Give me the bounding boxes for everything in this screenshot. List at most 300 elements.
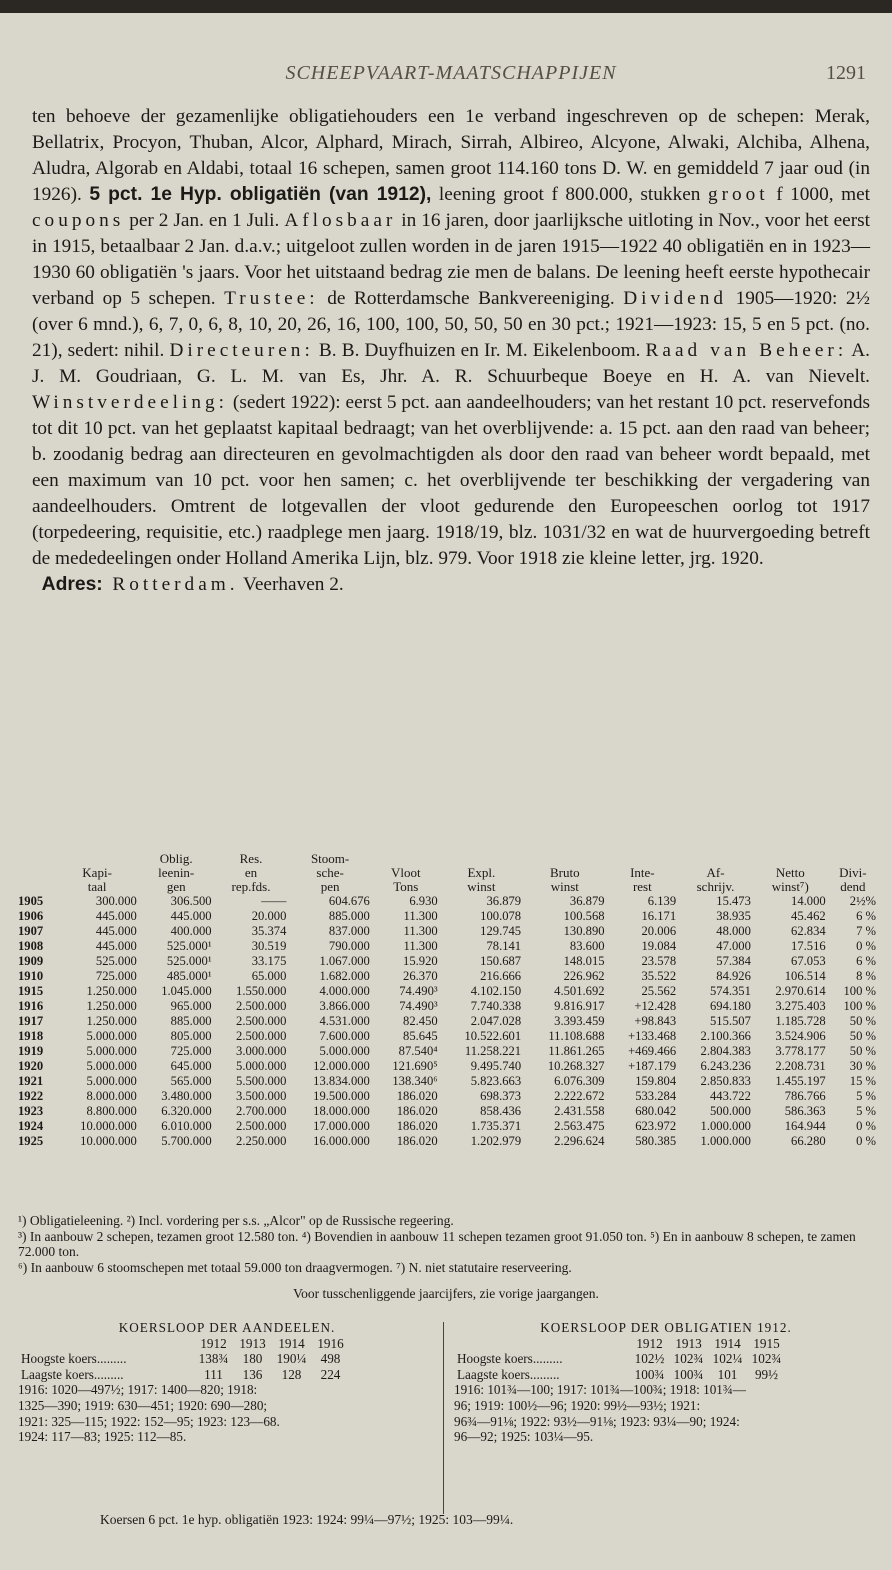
table-cell: 786.766	[784, 1089, 826, 1103]
table-cell: 2.431.558	[554, 1104, 605, 1118]
table-row	[18, 1059, 878, 1074]
table-cell: 106.514	[784, 969, 826, 983]
financial-table	[18, 852, 878, 1149]
table-cell: 1.682.000	[319, 969, 370, 983]
table-cell: 186.020	[396, 1119, 438, 1133]
price-value: 102¼	[712, 1351, 743, 1367]
column-header: Stoom- sche- pen	[310, 851, 350, 894]
table-cell: 5.000.000	[236, 1059, 287, 1073]
table-cell: 0 %	[856, 1134, 876, 1148]
row-year: 1915	[18, 984, 44, 998]
text-run: A. J. M. Goudriaan, G. L. M. van Es, Jhr. A. R. Schuurbeque Boeye en H. A. van Nievelt.	[32, 340, 870, 387]
table-cell: 226.962	[563, 969, 605, 983]
table-row	[18, 939, 878, 954]
footnote: ⁶) In aanbouw 6 stoomschepen met totaal 59.000 ton draagvermogen. ⁷) N. niet statutaire reserveering.	[18, 1259, 572, 1275]
table-cell: 525.000	[95, 954, 137, 968]
table-cell: 62.834	[791, 924, 826, 938]
table-cell: 445.000	[170, 909, 212, 923]
table-cell: 3.000.000	[236, 1044, 287, 1058]
text-run: de Rotterdamsche Bankvereeniging.	[318, 288, 624, 309]
price-history-line: 1916: 1020—497½; 1917: 1400—820; 1918:	[18, 1382, 258, 1398]
row-year: 1910	[18, 969, 44, 983]
table-cell: 45.462	[791, 909, 826, 923]
column-header: Divi- dend	[839, 865, 867, 894]
address-label: Adres:	[41, 574, 103, 595]
table-cell: 19.084	[641, 939, 677, 953]
table-cell: 85.645	[403, 1029, 438, 1043]
row-year: 1906	[18, 909, 44, 923]
table-cell: 443.722	[709, 1089, 751, 1103]
table-cell: 837.000	[328, 924, 370, 938]
price-value: 498	[320, 1351, 341, 1367]
table-cell: 8.800.000	[86, 1104, 137, 1118]
price-value: 180	[242, 1351, 263, 1367]
table-cell: 78.141	[486, 939, 522, 953]
row-year: 1909	[18, 954, 44, 968]
table-cell: 30 %	[849, 1059, 876, 1073]
price-value: 190¼	[276, 1351, 307, 1367]
spaced-term: Aflosbaar	[284, 210, 397, 231]
table-cell: 50 %	[849, 1044, 876, 1058]
table-cell: +98.843	[634, 1014, 677, 1028]
price-value: 111	[204, 1366, 223, 1382]
row-year: 1921	[18, 1074, 44, 1088]
table-cell: 10.000.000	[80, 1134, 137, 1148]
column-header: Kapi- taal	[82, 865, 112, 894]
table-cell: 698.373	[480, 1089, 522, 1103]
row-year: 1918	[18, 1029, 44, 1043]
price-value: 138¾	[198, 1351, 229, 1367]
page-number: 1291	[826, 62, 866, 84]
table-cell: 216.666	[480, 969, 522, 983]
table-cell: 586.363	[784, 1104, 826, 1118]
table-cell: 6 %	[856, 909, 876, 923]
row-year: 1917	[18, 1014, 44, 1028]
table-cell: 565.000	[170, 1074, 212, 1088]
table-cell: 965.000	[170, 999, 212, 1013]
table-cell: 3.866.000	[319, 999, 370, 1013]
table-cell: 400.000	[170, 924, 212, 938]
table-row	[18, 1029, 878, 1044]
row-year: 1907	[18, 924, 44, 938]
table-cell: 1.250.000	[86, 984, 137, 998]
table-cell: 5.000.000	[319, 1044, 370, 1058]
table-cell: 1.067.000	[319, 954, 370, 968]
row-year: 1920	[18, 1059, 44, 1073]
year-header: 1914	[278, 1335, 305, 1351]
table-row	[18, 1119, 878, 1134]
table-cell: 16.000.000	[313, 1134, 370, 1148]
table-cell: 2.970.614	[775, 984, 826, 998]
table-cell: 16.171	[641, 909, 677, 923]
table-cell: 2½%	[849, 894, 876, 908]
table-cell: 445.000	[95, 924, 137, 938]
table-row	[18, 954, 878, 969]
table-cell: 35.522	[641, 969, 677, 983]
table-cell: 5.000.000	[86, 1074, 137, 1088]
row-year: 1922	[18, 1089, 44, 1103]
table-cell: 2.500.000	[236, 1014, 287, 1028]
spaced-term: Trustee:	[224, 288, 319, 309]
price-label: Laagste koers.........	[457, 1366, 560, 1382]
table-row	[18, 909, 878, 924]
table-cell: 5.000.000	[86, 1044, 137, 1058]
row-year: 1916	[18, 999, 44, 1013]
year-header: 1913	[675, 1335, 702, 1351]
scan-edge	[0, 0, 892, 13]
table-cell: 2.500.000	[236, 1119, 287, 1133]
year-header: 1912	[636, 1335, 663, 1351]
running-head-title: SCHEEPVAART-MAATSCHAPPIJEN	[285, 62, 617, 84]
table-row	[18, 999, 878, 1014]
table-cell: 680.042	[635, 1104, 677, 1118]
table-cell: 1.250.000	[86, 999, 137, 1013]
table-cell: 445.000	[95, 939, 137, 953]
year-header: 1914	[714, 1335, 741, 1351]
address-city: Rotterdam.	[112, 574, 239, 595]
table-cell: 3.480.000	[161, 1089, 212, 1103]
table-cell: 100.568	[563, 909, 605, 923]
table-cell: 3.275.403	[775, 999, 826, 1013]
bond-price-history	[454, 1320, 878, 1445]
table-cell: 1.202.979	[470, 1134, 522, 1148]
bond-price-title: KOERSLOOP DER OBLIGATIEN 1912.	[540, 1320, 792, 1335]
table-row	[18, 969, 878, 984]
table-cell: 138.340⁶	[392, 1074, 438, 1088]
running-head	[32, 62, 870, 88]
table-cell: 533.284	[635, 1089, 677, 1103]
table-cell: 580.385	[635, 1134, 677, 1148]
column-header: Expl. winst	[467, 865, 496, 894]
table-cell: 1.250.000	[86, 1014, 137, 1028]
table-cell: 65.000	[251, 969, 287, 983]
table-cell: 36.879	[569, 894, 605, 908]
year-header: 1913	[239, 1335, 266, 1351]
mortgage-bond-prices: Koersen 6 pct. 1e hyp. obligatiën 1923: 1924: 99¼—97½; 1925: 103—99¼.	[100, 1512, 514, 1527]
year-header: 1916	[317, 1335, 344, 1351]
table-cell: 805.000	[170, 1029, 212, 1043]
table-cell: 5 %	[856, 1104, 876, 1118]
table-cell: 5.000.000	[86, 1029, 137, 1043]
table-cell: 2.208.731	[775, 1059, 826, 1073]
text-run: per 2 Jan. en 1 Juli.	[124, 210, 285, 231]
table-row	[18, 1014, 878, 1029]
price-history-line: 1924: 117—83; 1925: 112—85.	[18, 1429, 187, 1445]
column-header: Res. en rep.fds.	[231, 851, 271, 894]
price-row	[18, 1351, 350, 1367]
table-cell: 445.000	[95, 909, 137, 923]
year-row	[454, 1336, 786, 1352]
column-header: Inte- rest	[630, 865, 655, 894]
table-cell: 2.563.475	[554, 1119, 605, 1133]
table-cell: 6.076.309	[554, 1074, 605, 1088]
table-row	[18, 1089, 878, 1104]
table-cell: 725.000	[170, 1044, 212, 1058]
table-cell: 574.351	[709, 984, 751, 998]
price-value: 128	[281, 1366, 302, 1382]
row-year: 1925	[18, 1134, 44, 1148]
table-cell: 300.000	[95, 894, 137, 908]
table-cell: 8.000.000	[86, 1089, 137, 1103]
table-cell: 11.300	[403, 924, 438, 938]
table-cell: 100.078	[480, 909, 522, 923]
table-cell: 130.890	[563, 924, 605, 938]
table-cell: +469.466	[628, 1044, 677, 1058]
table-cell: 14.000	[791, 894, 826, 908]
table-cell: 7.600.000	[319, 1029, 370, 1043]
price-row	[454, 1351, 786, 1367]
row-year: 1908	[18, 939, 44, 953]
table-cell: 66.280	[791, 1134, 826, 1148]
table-cell: 20.000	[251, 909, 287, 923]
table-cell: 485.000¹	[166, 969, 212, 983]
table-cell: 6.930	[409, 894, 438, 908]
table-cell: 1.000.000	[700, 1119, 751, 1133]
table-cell: 6.010.000	[161, 1119, 212, 1133]
table-cell: 3.500.000	[236, 1089, 287, 1103]
spaced-term: Winstverdeeling:	[32, 392, 229, 413]
table-cell: 4.501.692	[554, 984, 605, 998]
table-cell: 3.778.177	[775, 1044, 826, 1058]
table-cell: 8 %	[856, 969, 876, 983]
table-cell: 47.000	[716, 939, 751, 953]
table-cell: 148.015	[563, 954, 605, 968]
table-cell: 35.374	[251, 924, 287, 938]
table-cell: 6 %	[856, 954, 876, 968]
table-cell: 694.180	[709, 999, 751, 1013]
column-header: Vloot Tons	[390, 865, 421, 894]
table-row	[18, 984, 878, 999]
text-run: leening groot f 800.000, stukken	[431, 184, 708, 205]
price-value: 102½	[634, 1351, 665, 1367]
row-year: 1923	[18, 1104, 44, 1118]
table-cell: 885.000	[170, 1014, 212, 1028]
table-cell: +133.468	[628, 1029, 677, 1043]
year-row	[18, 1336, 350, 1352]
table-cell: 12.000.000	[313, 1059, 370, 1073]
company-paragraph	[32, 104, 870, 572]
table-row	[18, 1104, 878, 1119]
table-cell: 4.000.000	[319, 984, 370, 998]
price-value: 224	[320, 1366, 341, 1382]
year-header: 1912	[200, 1335, 227, 1351]
spaced-term: groot	[707, 184, 769, 205]
table-cell: 164.944	[784, 1119, 826, 1133]
text-run: (sedert 1922): eerst 5 pct. aan aandeelhouders; van het restant 10 pct. reservefonds tot dit 10 pct. van het geplaatst kapitaal bedraagt; van het overblijvende: a. 15 pct. aan den raad van beheer; b. zoodanig bedrag aan directeuren en gevolmachtigden als door den raad van beheer wordt bepaald, met een maximum van 10 pct. voor hen samen; c. het overblijvende ter beschikking der vergadering van aandeelhouders. Omtrent de lotgevallen der vloot gedurende den Europeeschen oorlog tot 1917 (torpedeering, requisitie, etc.) raadplege men jaarg. 1918/19, blz. 1031/32 en wat de huurvergoeding betreft de mededeelingen onder Holland Amerika Lijn, blz. 979. Voor 1918 zie kleine letter, jrg. 1920.	[32, 392, 870, 569]
table-cell: 2.100.366	[700, 1029, 751, 1043]
price-history-line: 1921: 325—115; 1922: 152—95; 1923: 123—68.	[18, 1413, 280, 1429]
table-cell: 33.175	[251, 954, 287, 968]
table-cell: 150.687	[480, 954, 522, 968]
table-cell: 186.020	[396, 1089, 438, 1103]
table-cell: 186.020	[396, 1104, 438, 1118]
table-cell: 1.550.000	[236, 984, 287, 998]
table-cell: 5 %	[856, 1089, 876, 1103]
column-header: Bruto winst	[550, 865, 580, 894]
text-run: ten behoeve der gezamenlijke obligatiehouders een 1e verband ingeschreven op de schepen: Merak, Bellatrix, Procyon, Thuban, Alcor, Alphard, Mirach, Sirrah, Albireo, Alcyone, Alwaki, Alchiba, Alhena, Aludra, Algorab en Aldabi, totaal 16 schepen, samen groot 114.160 tons D. W. en gemiddeld 7 jaar oud (in 1926).	[32, 106, 870, 205]
table-cell: 17.000.000	[313, 1119, 370, 1133]
price-value: 100¾	[634, 1366, 665, 1382]
table-cell: 2.850.833	[700, 1074, 751, 1088]
bond-heading: 5 pct. 1e Hyp. obligatiën (van 1912),	[89, 184, 432, 205]
table-cell: 4.531.000	[319, 1014, 370, 1028]
table-cell: 645.000	[170, 1059, 212, 1073]
table-cell: 20.006	[641, 924, 677, 938]
table-cell: +12.428	[634, 999, 677, 1013]
table-cell: 2.296.624	[554, 1134, 605, 1148]
table-cell: 2.804.383	[700, 1044, 751, 1058]
table-cell: 26.370	[403, 969, 438, 983]
row-year: 1905	[18, 894, 44, 908]
table-cell: 7.740.338	[470, 999, 522, 1013]
table-cell: 515.507	[709, 1014, 751, 1028]
price-value: 102¾	[673, 1351, 704, 1367]
spaced-term: Directeuren:	[169, 340, 314, 361]
table-cell: 11.108.688	[548, 1029, 605, 1043]
main-text	[32, 104, 870, 598]
table-cell: 2.250.000	[236, 1134, 287, 1148]
table-cell: 5.000.000	[86, 1059, 137, 1073]
table-cell: 48.000	[716, 924, 751, 938]
table-cell: 623.972	[635, 1119, 677, 1133]
price-history-line: 96¾—91⅛; 1922: 93½—91⅛; 1923: 93¼—90; 1924:	[454, 1413, 740, 1429]
table-cell: 23.578	[641, 954, 677, 968]
year-header: 1915	[753, 1335, 780, 1351]
table-cell: 74.490³	[399, 999, 438, 1013]
table-cell: ——	[261, 894, 287, 908]
table-cell: 604.676	[328, 894, 370, 908]
table-cell: 2.047.028	[470, 1014, 522, 1028]
table-cell: 9.495.740	[470, 1059, 522, 1073]
table-cell: 525.000¹	[166, 939, 212, 953]
table-cell: 2.500.000	[236, 1029, 287, 1043]
price-row	[18, 1367, 350, 1383]
table-cell: 6.243.236	[700, 1059, 751, 1073]
price-value: 101	[717, 1366, 738, 1382]
table-cell: 1.045.000	[161, 984, 212, 998]
price-label: Hoogste koers.........	[21, 1351, 127, 1367]
price-history-line: 96; 1919: 100½—96; 1920: 99½—93½; 1921:	[454, 1397, 701, 1413]
table-cell: 38.935	[716, 909, 751, 923]
table-cell: 725.000	[95, 969, 137, 983]
price-history-line: 96—92; 1925: 103¼—95.	[454, 1429, 594, 1445]
table-cell: 15.473	[716, 894, 751, 908]
table-cell: 25.562	[641, 984, 677, 998]
share-price-history	[18, 1320, 436, 1445]
price-value: 102¾	[751, 1351, 782, 1367]
table-row	[18, 924, 878, 939]
table-cell: 50 %	[849, 1014, 876, 1028]
table-cell: 159.804	[635, 1074, 677, 1088]
table-cell: 84.926	[716, 969, 751, 983]
table-cell: 57.384	[716, 954, 751, 968]
table-cell: 15 %	[849, 1074, 876, 1088]
table-cell: 13.834.000	[313, 1074, 370, 1088]
column-header	[18, 852, 55, 894]
column-divider	[443, 1322, 444, 1514]
address-line	[32, 572, 870, 598]
table-cell: 18.000.000	[313, 1104, 370, 1118]
table-cell: 36.879	[486, 894, 522, 908]
table-cell: 0 %	[856, 939, 876, 953]
table-cell: 11.300	[403, 909, 438, 923]
price-row	[454, 1367, 786, 1383]
table-row	[18, 1134, 878, 1149]
table-cell: 9.816.917	[554, 999, 605, 1013]
table-cell: 1.185.728	[775, 1014, 826, 1028]
table-cell: 11.861.265	[548, 1044, 605, 1058]
table-cell: 2.222.672	[554, 1089, 605, 1103]
table-cell: 121.690⁵	[392, 1059, 438, 1073]
table-cell: 1.455.197	[775, 1074, 826, 1088]
table-cell: 87.540⁴	[398, 1044, 438, 1058]
table-cell: 100 %	[843, 999, 876, 1013]
price-label: Laagste koers.........	[21, 1366, 124, 1382]
table-cell: 5.823.663	[470, 1074, 522, 1088]
table-cell: 17.516	[791, 939, 826, 953]
table-cell: 5.500.000	[236, 1074, 287, 1088]
price-value: 99½	[754, 1366, 779, 1382]
table-cell: 790.000	[328, 939, 370, 953]
price-history-line: 1916: 101¾—100; 1917: 101¾—100¾; 1918: 101¾—	[454, 1382, 746, 1398]
table-cell: 7 %	[856, 924, 876, 938]
table-cell: 82.450	[403, 1014, 438, 1028]
table-cell: 15.920	[403, 954, 438, 968]
table-cell: 11.300	[403, 939, 438, 953]
table-row	[18, 1074, 878, 1089]
table-cell: 4.102.150	[470, 984, 522, 998]
spaced-term: coupons	[32, 210, 125, 231]
price-label: Hoogste koers.........	[457, 1351, 563, 1367]
price-value: 136	[242, 1366, 263, 1382]
table-cell: 2.700.000	[236, 1104, 287, 1118]
table-cell: 19.500.000	[313, 1089, 370, 1103]
footnote: ³) In aanbouw 2 schepen, tezamen groot 12.580 ton. ⁴) Bovendien in aanbouw 11 schepen tezamen groot 91.050 ton. ⁵) En in aanbouw 8 schepen, te zamen 72.000 ton.	[18, 1228, 856, 1260]
table-cell: 3.524.906	[775, 1029, 826, 1043]
column-header: Oblig. leenin- gen	[158, 851, 195, 894]
table-cell: 6.320.000	[161, 1104, 212, 1118]
previous-years-note: Voor tusschenliggende jaarcijfers, zie vorige jaargangen.	[293, 1286, 599, 1301]
table-cell: 5.700.000	[161, 1134, 212, 1148]
table-cell: 6.139	[647, 894, 677, 908]
address-street: Veerhaven 2.	[238, 574, 344, 595]
table-cell: 10.268.327	[547, 1059, 605, 1073]
table-cell: 186.020	[396, 1134, 438, 1148]
text-run: B. B. Duyfhuizen en Ir. M. Eikelenboom.	[313, 340, 646, 361]
text-run: 1905—1920: 2½ (over 6 mnd.), 6, 7, 0, 6, 8, 10, 20, 26, 16, 100, 100, 50, 50, 50 en 30 pct.; 1921—1923: 15, 5 en 5 pct. (no. 21), sedert: nihil.	[32, 288, 870, 361]
table-cell: 3.393.459	[554, 1014, 605, 1028]
table-cell: 885.000	[328, 909, 370, 923]
table-cell: 858.436	[480, 1104, 522, 1118]
table-cell: 100 %	[843, 984, 876, 998]
footnote: ¹) Obligatieleening. ²) Incl. vordering per s.s. „Alcor" op de Russische regeering.	[18, 1213, 454, 1228]
share-price-title: KOERSLOOP DER AANDEELEN.	[118, 1320, 336, 1335]
table-cell: 0 %	[856, 1119, 876, 1133]
spaced-term: Dividend	[623, 288, 728, 309]
table-row	[18, 894, 878, 909]
table-cell: 2.500.000	[236, 999, 287, 1013]
table-cell: 50 %	[849, 1029, 876, 1043]
table-cell: 10.522.601	[464, 1029, 522, 1043]
footnotes	[18, 1213, 878, 1275]
column-header: Netto winst⁷)	[771, 865, 809, 894]
table-cell: 1.000.000	[700, 1134, 751, 1148]
text-run: f 1000, met	[768, 184, 870, 205]
table-row	[18, 1044, 878, 1059]
table-cell: 83.600	[569, 939, 605, 953]
price-history-line: 1325—390; 1919: 630—451; 1920: 690—280;	[18, 1397, 268, 1413]
table-cell: 74.490³	[399, 984, 438, 998]
